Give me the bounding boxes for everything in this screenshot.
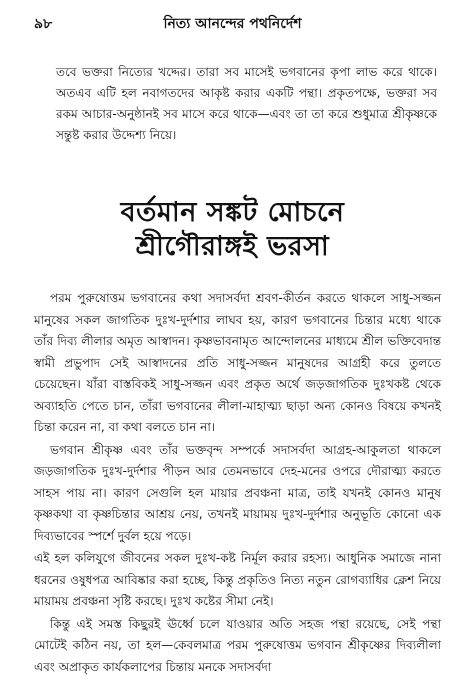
intro-text — [56, 62, 437, 146]
chapter-title — [24, 196, 441, 264]
body-paragraph: ভগবান শ্রীকৃষ্ণ এবং তাঁর ভক্তবৃন্দ সম্পর্কে সদাসর্বদা আগ্রহ-আকুলতা থাকলে জড়জাগতিক দুঃখ-দুর্দশার পীড়ন আর তেমনভাবে দেহ-মনের ওপরে দৌরাত্ম্য করতে সাহস পায় না। কারণ সেগুলি হল মায়ার প্রবঞ্চনা মাত্র, তাই যখনই কোনও মানুষ কৃষ্ণকথা বা কৃষ্ণচিন্তার আশ্রয় নেয়, তখনই মায়াময় দুঃখ-দুর্দশার অনুভূতি কোনো এক দিব্যভাবের স্পর্শে দুর্বল হয়ে পড়ে। — [34, 442, 441, 543]
page-header — [34, 12, 431, 32]
intro-paragraph: তবে ভক্তরা নিত্যের খদ্দের। তারা সব মাসেই ভগবানের কৃপা লাভ করে থাকে। অতএব এটি হল নবাগতদের আকৃষ্ট করার একটি পন্থা। প্রকৃতপক্ষে, ভক্তরা সব রকম আচার-অনুষ্ঠানই সব মাসে করে থাকে—এবং তা তা করে শুধুমাত্র শ্রীকৃষ্ণকে সন্তুষ্ট করার উদ্দেশ্য নিয়ে। — [56, 65, 437, 142]
body-paragraph: কিন্তু এই সমস্ত কিছুরই ঊর্ধ্বে চলে যাওয়ার অতি সহজ পন্থা রয়েছে, সেই পন্থা মোটেই কঠিন নয়, তা হল—কেবলমাত্র পরম পুরুষোত্তম ভগবান শ্রীকৃষ্ণের দিব্যলীলা এবং অপ্রাকৃত কার্যকলাপের চিন্তায় মনকে সদাসর্বদা — [34, 616, 441, 674]
running-title: নিত্য আনন্দের পথনির্দেশ — [163, 16, 302, 32]
body-paragraph: পরম পুরুষোত্তম ভগবানের কথা সদাসর্বদা শ্রবণ-কীর্তন করতে থাকলে সাধু-সজ্জন মানুষের সকল জাগতিক দুঃখ-দুর্দশার লাঘব হয়, কারণ ভগবানের চিন্তার মধ্যে থাকে তাঁর দিব্য লীলার অমৃত আস্বাদন। কৃষ্ণভাবনামৃত আন্দোলনের মাধ্যমে শ্রীল ভক্তিবেদান্ত স্বামী প্রভুপাদ সেই আস্বাদনের প্রতি সাধু-সজ্জন মানুষদের আগ্রহী করে তুলতে চেয়েছেন। যাঁরা বাস্তবিকই সাধু-সজ্জন এবং প্রকৃত অর্থে জড়জাগতিক দুঃখকষ্ট থেকে অব্যাহতি পেতে চান, তাঁরা ভগবানের লীলা-মাহাত্ম্য ছাড়া অন্য কোনও বিষয়ে কখনই চিন্তা করেন না, বা কথা বলতে চান না। — [34, 291, 441, 434]
body-text — [34, 288, 441, 679]
body-paragraph: এই হল কলিযুগে জীবনের সকল দুঃখ-কষ্ট নির্মূল করার রহস্য। আধুনিক সমাজে নানা ধরনের ওষুধপত্র আবিষ্কার করা হচ্ছে, কিন্তু প্রকৃতিও নিত্য নতুন রোগব্যাধির ক্লেশ নিয়ে মায়াময় প্রবঞ্চনা সৃষ্টি করছে। দুঃখ কষ্টের সীমা নেই। — [34, 551, 441, 608]
page-number: ৯৮ — [34, 16, 53, 32]
chapter-title-line-2: শ্রীগৌরাঙ্গই ভরসা — [135, 231, 330, 262]
chapter-title-line-1: বর্তমান সঙ্কট মোচনে — [120, 197, 345, 228]
